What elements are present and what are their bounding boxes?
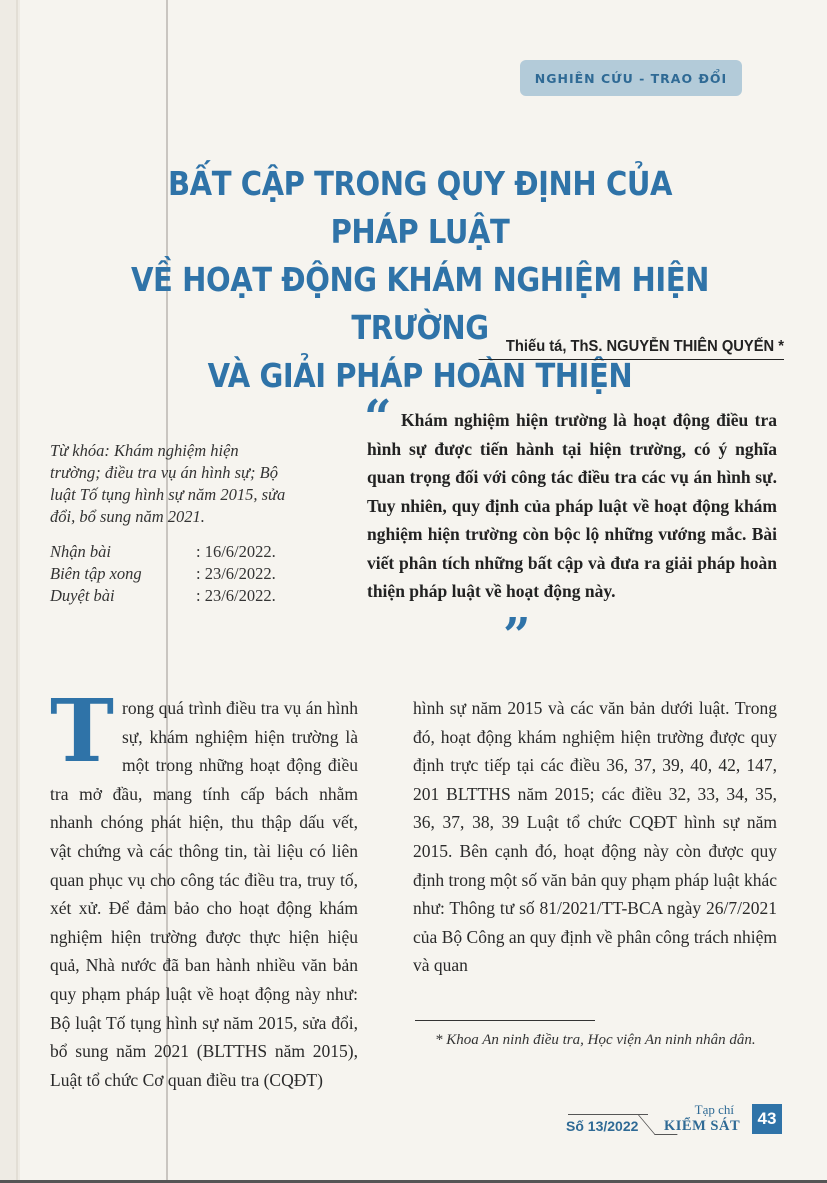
date-row-edited	[50, 563, 310, 585]
footnote: * Khoa An ninh điều tra, Học viện An ninh nhân dân.	[435, 1032, 756, 1048]
title-line-3: VÀ GIẢI PHÁP HOÀN THIỆN	[207, 356, 633, 395]
date-label: Biên tập xong	[50, 564, 142, 583]
close-quote-icon: ”	[503, 608, 531, 664]
date-value: : 23/6/2022.	[196, 586, 276, 605]
date-value: : 23/6/2022.	[196, 564, 276, 583]
body-column-left	[50, 681, 358, 1094]
abstract-text: Khám nghiệm hiện trường là hoạt động điều tra hình sự được tiến hành tại hiện trường, có ý nghĩa quan trọng đối với công tác điều tra các vụ án hình sự. Tuy nhiên, quy định của pháp luật về hoạt động khám nghiệm hiện trường còn bộc lộ những vướng mắc. Bài viết phân tích những bất cập và đưa ra giải pháp hoàn thiện pháp luật về hoạt động này.	[367, 410, 777, 601]
open-quote-icon: “	[364, 390, 392, 446]
drop-cap: T	[50, 681, 114, 782]
article-title	[90, 160, 750, 400]
date-row-approved	[50, 585, 310, 607]
page-number: 43	[752, 1104, 782, 1134]
body-column-right	[413, 694, 777, 980]
body-text-right: hình sự năm 2015 và các văn bản dưới luật. Trong đó, hoạt động khám nghiệm hiện trường được quy định trực tiếp tại các điều 36, 37, 39, 40, 42, 147, 201 BLTTHS năm 2015; các điều 32, 33, 34, 35, 36, 37, 38, 39 Luật tổ chức CQĐT hình sự năm 2015. Bên cạnh đó, hoạt động này còn được quy định trong một số văn bản quy phạm pháp luật khác như: Thông tư số 81/2021/TT-BCA ngày 26/7/2021 của Bộ Công an quy định về phân công trách nhiệm và quan	[413, 698, 777, 976]
abstract	[367, 406, 777, 606]
title-line-1: BẤT CẬP TRONG QUY ĐỊNH CỦA PHÁP LUẬT	[167, 164, 672, 251]
magazine-name: KIỂM SÁT	[664, 1118, 741, 1134]
section-tag: NGHIÊN CỨU - TRAO ĐỔI	[520, 60, 742, 96]
date-value: : 16/6/2022.	[196, 542, 276, 561]
date-label: Nhận bài	[50, 542, 111, 561]
page-edge	[0, 0, 20, 1183]
body-text-left: rong quá trình điều tra vụ án hình sự, khám nghiệm hiện trường là một trong những hoạt động điều tra mở đầu, mang tính cấp bách nhằm nhanh chóng phát hiện, thu thập dấu vết, vật chứng và các thông tin, tài liệu có liên quan phục vụ cho công tác điều tra, truy tố, xét xử. Để đảm bảo cho hoạt động khám nghiệm hiện trường được thực hiện hiệu quả, Nhà nước đã ban hành nhiều văn bản quy phạm pháp luật về hoạt động này như: Bộ luật Tố tụng hình sự năm 2015, sửa đổi, bổ sung năm 2021 (BLTTHS năm 2015), Luật tổ chức Cơ quan điều tra (CQĐT)	[50, 698, 358, 1090]
article-dates	[50, 541, 310, 607]
author-byline: Thiếu tá, ThS. NGUYỄN THIÊN QUYẾN *	[479, 338, 784, 360]
date-label: Duyệt bài	[50, 586, 115, 605]
title-line-2: VỀ HOẠT ĐỘNG KHÁM NGHIỆM HIỆN TRƯỜNG	[131, 260, 709, 347]
magazine-label: Tạp chí	[694, 1102, 734, 1117]
footer-rule	[568, 1114, 648, 1115]
keywords: Từ khóa: Khám nghiệm hiện trường; điều tra vụ án hình sự; Bộ luật Tố tụng hình sự năm 2015, sửa đổi, bổ sung năm 2021.	[50, 441, 286, 526]
date-row-received	[50, 541, 310, 563]
page-footer	[560, 1100, 800, 1140]
footnote-divider	[415, 1020, 595, 1021]
issue-number: Số 13/2022	[566, 1118, 639, 1134]
